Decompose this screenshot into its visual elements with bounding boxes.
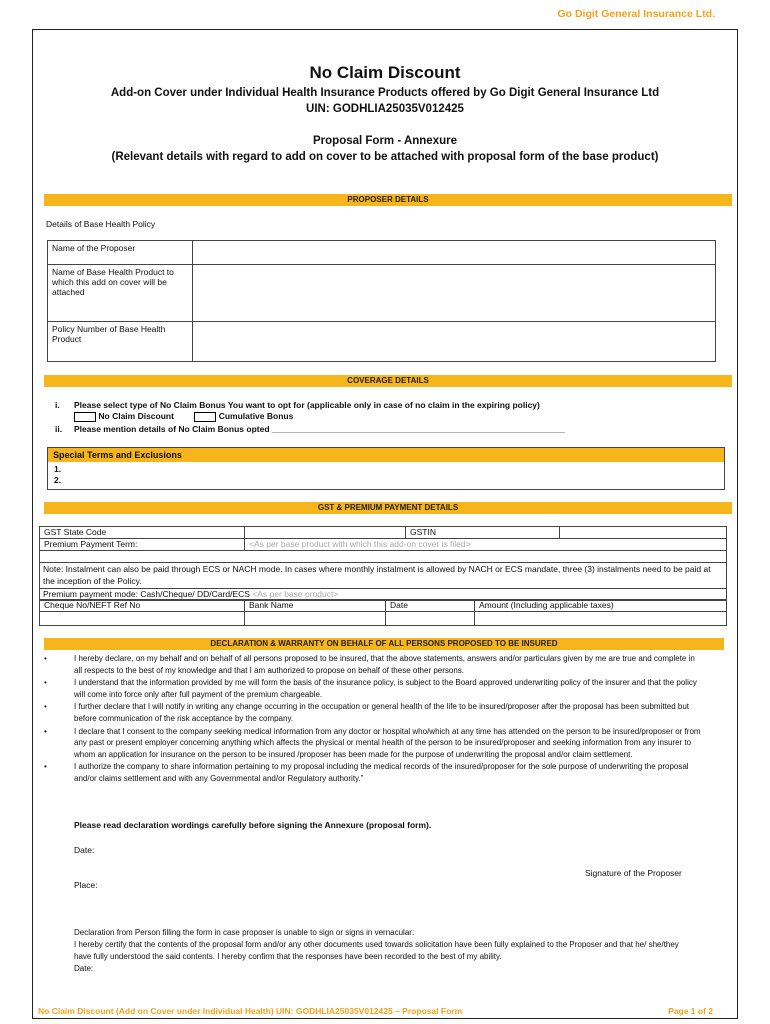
- payment-table: [39, 599, 727, 626]
- declaration-bullet: • I understand that the information provided by me will form the basis of the insurance policy, is subject to the Board approved underwriting policy of the insurer and that the policy will come into force only after full payment of the premium chargeable.: [44, 677, 704, 700]
- declaration-band: DECLARATION & WARRANTY ON BEHALF OF ALL PERSONS PROPOSED TO BE INSURED: [44, 638, 724, 650]
- footer-left: No Claim Discount (Add on Cover under Individual Health) UIN: GODHLIA25035V012425 – Proposal Form: [38, 1006, 463, 1016]
- signature-label: Signature of the Proposer: [585, 868, 682, 878]
- cumulative-bonus-checkbox[interactable]: [194, 412, 216, 422]
- coverage-item1-num: i.: [55, 400, 60, 410]
- subtitle: Add-on Cover under Individual Health Insurance Products offered by Go Digit General Insurance Ltd: [110, 87, 660, 99]
- date-field[interactable]: [386, 612, 475, 626]
- cheque-no-field[interactable]: [40, 612, 245, 626]
- declaration-bullet-text: I declare that I consent to the company seeking medical information from any doctor or hospital who/which at any time has attended on the person to be insured/proposer or from any past or present employer concerning anything which affects the physical or mental health of the person to be insured/proposer and seeking information from any insurer to whom an application for insurance on the person to be insured /proposer has been made for the purpose of underwriting the proposal and/or claim settlement.: [74, 726, 701, 759]
- date-header: Date: [386, 600, 475, 612]
- amount-field[interactable]: [475, 612, 727, 626]
- declaration-bullet-text: I further declare that I will notify in writing any change occurring in the occupation or general health of the life to be insured/proposer after the proposal has been submitted but before communication of the risk acceptance by the company.: [74, 702, 690, 723]
- vernacular-date: Date:: [74, 964, 94, 973]
- place-label: Place:: [74, 880, 98, 890]
- proposer-name-field[interactable]: [193, 241, 716, 265]
- base-product-field[interactable]: [193, 265, 716, 322]
- gst-state-code-label: GST State Code: [40, 527, 245, 539]
- coverage-item2-num: ii.: [55, 424, 63, 434]
- bank-name-field[interactable]: [245, 612, 386, 626]
- vernacular-title: Declaration from Person filling the form in case proposer is unable to sign or signs in vernacular:: [74, 928, 415, 937]
- gst-table: [39, 526, 727, 601]
- blank-row: [40, 551, 727, 563]
- read-declaration-note: Please read declaration wordings carefully before signing the Annexure (proposal form).: [74, 820, 432, 830]
- form-note: (Relevant details with regard to add on cover to be attached with proposal form of the base product): [111, 151, 659, 163]
- form-title: Proposal Form - Annexure: [313, 135, 457, 147]
- base-product-label: Name of Base Health Product to which this add on cover will be attached: [48, 265, 193, 322]
- gstin-label: GSTIN: [406, 527, 560, 539]
- vernacular-text: I hereby certify that the contents of the proposal form and/or any other documents used towards solicitation have been fully explained to the Proposer and that he/ she/they have fully understood the said contents. I hereby confirm that the responses have been recorded to the best of my ability.: [74, 940, 679, 961]
- policy-number-label: Policy Number of Base Health Product: [48, 322, 193, 362]
- special-terms-box: [47, 447, 725, 490]
- premium-term-label: Premium Payment Term:: [40, 539, 245, 551]
- gst-band: GST & PREMIUM PAYMENT DETAILS: [44, 502, 732, 514]
- coverage-item2: Please mention details of No Claim Bonus opted ______________________________________________________________: [74, 424, 565, 434]
- vernacular-declaration: [74, 927, 694, 975]
- declaration-bullets: [44, 653, 704, 785]
- date-label: Date:: [74, 845, 95, 855]
- page-title: No Claim Discount: [309, 63, 461, 82]
- gstin-field[interactable]: [560, 527, 727, 539]
- declaration-bullet: • I authorize the company to share information pertaining to my proposal including the medical records of the insured/proposer for the sole purpose of underwriting the proposal and/or claims settlement and with any Governmental and/or Regulatory authority.”: [44, 761, 704, 784]
- gst-state-code-field[interactable]: [245, 527, 406, 539]
- no-claim-discount-checkbox[interactable]: [74, 412, 96, 422]
- policy-number-field[interactable]: [193, 322, 716, 362]
- proposer-details-band: PROPOSER DETAILS: [44, 194, 732, 206]
- proposer-name-label: Name of the Proposer: [48, 241, 193, 265]
- declaration-bullet-text: I hereby declare, on my behalf and on behalf of all persons proposed to be insured, that the above statements, answers and/or particulars given by me are true and complete in all respects to the best of my knowledge and that I am authorized to propose on behalf of these other persons.: [74, 654, 695, 675]
- declaration-bullet: • I hereby declare, on my behalf and on behalf of all persons proposed to be insured, that the above statements, answers and/or particulars given by me are true and complete in all respects to the best of my knowledge and that I am authorized to propose on behalf of these other persons.: [44, 653, 704, 676]
- payment-mode-label: Premium payment mode: Cash/Cheque/ DD/Card/ECS: [43, 589, 250, 599]
- premium-term-value: <As per base product with which this add-on cover is filed>: [245, 539, 727, 551]
- declaration-bullet-text: I authorize the company to share information pertaining to my proposal including the medical records of the insured/proposer for the sole purpose of underwriting the proposal and/or claims settlement and with any Governmental and/or Regulatory authority.”: [74, 762, 689, 783]
- coverage-details-band: COVERAGE DETAILS: [44, 375, 732, 387]
- declaration-bullet: • I declare that I consent to the company seeking medical information from any doctor or hospital who/which at any time has attended on the person to be insured/proposer or from any past or present employer concerning anything which affects the physical or mental health of the person to be insured/proposer and seeking information from any insurer to whom an application for insurance on the person to be insured /proposer has been made for the purpose of underwriting the proposal and/or claim settlement.: [44, 726, 704, 761]
- uin: UIN: GODHLIA25035V012425: [306, 103, 464, 115]
- instalment-note: Note: Instalment can also be paid through ECS or NACH mode. In cases where monthly instalment is allowed by NACH or ECS mandate, three (3) instalments need to be paid at the inception of the Policy.: [40, 563, 727, 589]
- page-number: Page 1 of 2: [668, 1006, 713, 1016]
- declaration-bullet-text: I understand that the information provided by me will form the basis of the insurance policy, is subject to the Board approved underwriting policy of the insurer and that the policy will come into force only after full payment of the premium chargeable.: [74, 678, 697, 699]
- cumulative-bonus-label: Cumulative Bonus: [218, 411, 294, 421]
- special-terms-title: Special Terms and Exclusions: [48, 448, 724, 462]
- special-terms-item-2: 2.: [54, 475, 62, 485]
- cheque-no-header: Cheque No/NEFT Ref No: [40, 600, 245, 612]
- ncb-options: [74, 411, 293, 422]
- coverage-item1: Please select type of No Claim Bonus You want to opt for (applicable only in case of no claim in the expiring policy): [74, 400, 540, 410]
- declaration-bullet: • I further declare that I will notify in writing any change occurring in the occupation or general health of the life to be insured/proposer after the proposal has been submitted but before communication of the risk acceptance by the company.: [44, 701, 704, 724]
- base-policy-label: Details of Base Health Policy: [46, 219, 156, 229]
- proposer-table: [47, 240, 716, 362]
- amount-header: Amount (Including applicable taxes): [475, 600, 727, 612]
- no-claim-discount-label: No Claim Discount: [98, 411, 174, 421]
- special-terms-item-1: 1.: [54, 464, 62, 474]
- bank-name-header: Bank Name: [245, 600, 386, 612]
- payment-mode-value: <As per base product>: [252, 589, 339, 599]
- company-name: Go Digit General Insurance Ltd.: [557, 8, 715, 20]
